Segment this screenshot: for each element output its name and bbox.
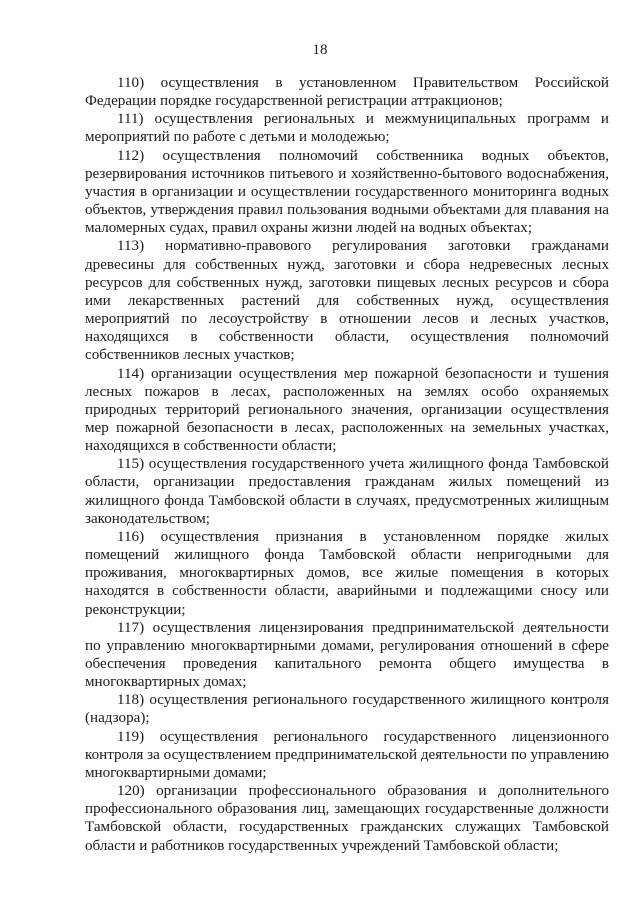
list-item: 119) осуществления регионального государственного лицензионного контроля за осуществлением предпринимательской деятельности по управлению многоквартирными домами; [85, 728, 609, 781]
list-item: 112) осуществления полномочий собственника водных объектов, резервирования источников питьевого и хозяйственно-бытового водоснабжения, участия в организации и осуществлении государственного мониторинга водных объектов, утверждения правил пользования водными объектами для плавания на маломерных судах, правил охраны жизни людей на водных объектах; [85, 147, 609, 237]
list-item: 118) осуществления регионального государственного жилищного контроля (надзора); [85, 692, 609, 727]
list-item: 110) осуществления в установленном Правительством Российской Федерации порядке государственной регистрации аттракционов; [85, 75, 609, 110]
list-item: 111) осуществления региональных и межмуниципальных программ и мероприятий по работе с детьми и молодежью; [85, 111, 609, 146]
list-item: 120) организации профессионального образования и дополнительного профессионального образования лиц, замещающих государственные должности Тамбовской области, государственных гражданских служащих Тамбовской области и работников государственных учреждений Тамбовской области; [85, 783, 609, 854]
list-item: 117) осуществления лицензирования предпринимательской деятельности по управлению многоквартирными домами, регулирования отношений в сфере обеспечения проведения капитального ремонта общего имущества в многоквартирных домах; [85, 619, 609, 691]
list-item: 114) организации осуществления мер пожарной безопасности и тушения лесных пожаров в лесах, расположенных на землях особо охраняемых природных территорий регионального значения, организации осуществления мер пожарной безопасности в лесах, расположенных на земельных участках, находящихся в собственности области; [85, 365, 609, 455]
document-body [85, 74, 609, 855]
list-item: 115) осуществления государственного учета жилищного фонда Тамбовской области, организации предоставления гражданам жилых помещений из жилищного фонда Тамбовской области в случаях, предусмотренных жилищным законодательством; [85, 456, 609, 527]
list-item: 116) осуществления признания в установленном порядке жилых помещений жилищного фонда Тамбовской области непригодными для проживания, многоквартирных домов, все жилые помещения в которых находятся в собственности области, аварийными и подлежащими сносу или реконструкции; [85, 528, 609, 618]
page-number: 18 [312, 42, 328, 58]
list-item: 113) нормативно-правового регулирования заготовки гражданами древесины для собственных нужд, заготовки и сбора недревесных лесных ресурсов для собственных нужд, заготовки пищевых лесных ресурсов и сбора ими лекарственных растений для собственных нужд, осуществления мероприятий по лесоустройству в отношении лесов и лесных участков, находящихся в собственности области, осуществления полномочий собственников лесных участков; [85, 238, 609, 364]
